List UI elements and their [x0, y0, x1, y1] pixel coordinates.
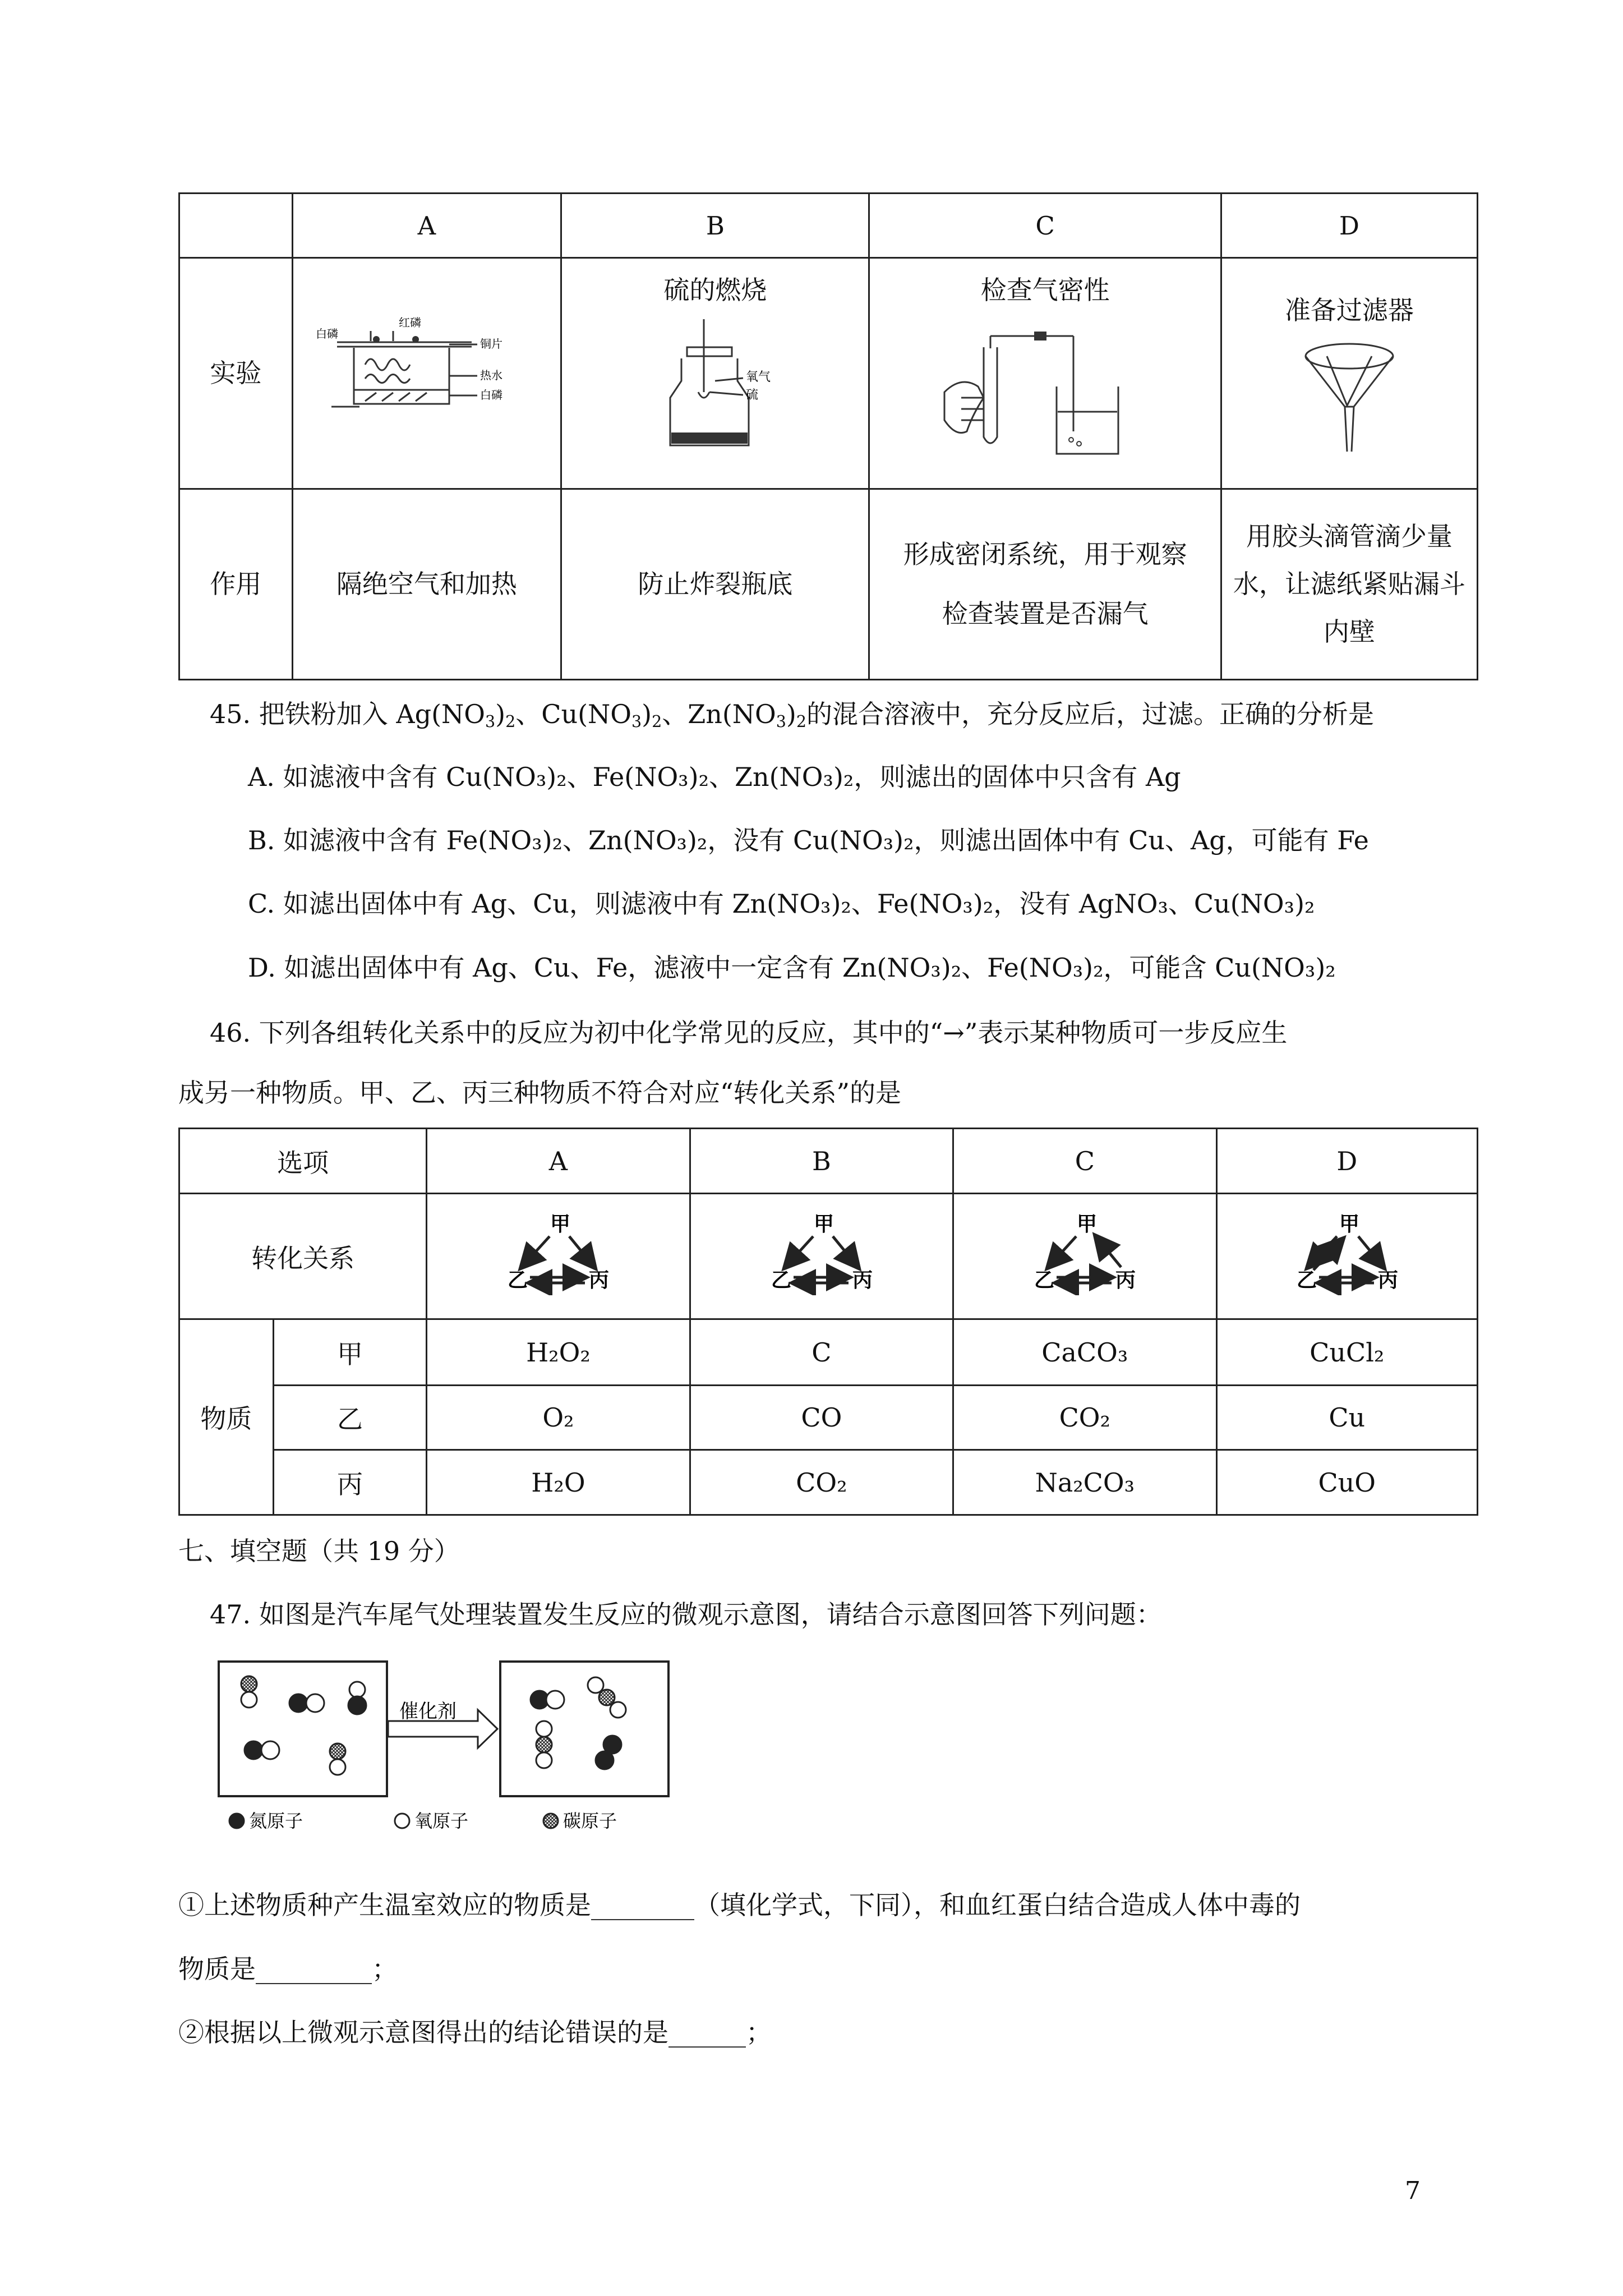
q45-stem-a: 把铁粉加入 Ag(NO: [259, 699, 485, 729]
q45-option-a: A. 如滤液中含有 Cu(NO₃)₂、Fe(NO₃)₂、Zn(NO₃)₂，则滤出的固体中只含有 Ag: [248, 762, 1181, 792]
catalyst-label: 催化剂: [399, 1700, 457, 1723]
experiment-table: [178, 192, 1478, 680]
legend-oxygen: 氧原子: [414, 1810, 469, 1832]
q45-option-c: C. 如滤出固体中有 Ag、Cu，则滤液中有 Zn(NO₃)₂、Fe(NO₃)₂，没有 AgNO₃、Cu(NO₃)₂: [248, 889, 1315, 919]
phosphorus-combustion-diagram: [315, 309, 539, 432]
row-label-bing: 丙: [273, 1450, 426, 1515]
caption-prepare-filter: 准备过滤器: [1284, 295, 1414, 325]
node-yi: 乙: [771, 1268, 791, 1292]
q47-stem: 47. 如图是汽车尾气处理装置发生反应的微观示意图，请结合示意图回答下列问题：: [210, 1599, 1162, 1630]
header-b: B: [561, 194, 869, 258]
q45-stem: 45. 把铁粉加入 $Ag(NO_3)_2$、$Cu(NO_3)_2$、$Zn(NO_3)_2$的混合溶液中，充分反应后，过滤。正确的分析是: [210, 699, 1375, 731]
q47-sub1-line1: ①上述物质种产生温室效应的物质是________（填化学式，下同），和血红蛋白结合造成人体中毒的: [178, 1890, 1301, 1920]
relation-diagram-c: [1023, 1211, 1146, 1295]
header-option-d: D: [1216, 1129, 1477, 1194]
row-label-substance: 物质: [179, 1319, 274, 1515]
node-jia: 甲: [550, 1212, 571, 1236]
caption-sulfur-combustion: 硫的燃烧: [663, 275, 767, 305]
experiment-a-cell: [292, 258, 561, 489]
cell-jia-c: CaCO₃: [953, 1319, 1216, 1386]
q45-number: 45.: [210, 699, 251, 729]
header-option-c: C: [953, 1129, 1216, 1194]
row-label-jia: 甲: [273, 1319, 426, 1386]
relation-d: [1216, 1194, 1477, 1319]
experiment-d-cell: [1221, 258, 1477, 489]
experiment-b-cell: [561, 258, 869, 489]
node-yi: 乙: [1034, 1268, 1055, 1292]
row-label-yi: 乙: [273, 1386, 426, 1450]
section-7-title: 七、填空题（共 19 分）: [178, 1536, 460, 1566]
q45-stem-c: 、Zn(NO: [662, 699, 776, 729]
header-a: A: [292, 194, 561, 258]
cell-yi-b: CO: [690, 1386, 953, 1450]
conversion-table: [178, 1128, 1478, 1516]
q47-sub2: ②根据以上微观示意图得出的结论错误的是______；: [178, 2017, 772, 2047]
node-bing: 丙: [1377, 1268, 1398, 1292]
label-copper-sheet: 铜片: [479, 337, 502, 351]
header-option-a: A: [427, 1129, 690, 1194]
node-jia: 甲: [813, 1212, 834, 1236]
relation-diagram-a: [496, 1211, 620, 1295]
funnel-diagram: [1293, 334, 1405, 457]
q45-option-d: D. 如滤出固体中有 Ag、Cu、Fe，滤液中一定含有 Zn(NO₃)₂、Fe(NO₃)₂，可能含 Cu(NO₃)₂: [248, 953, 1336, 983]
cell-yi-a: O₂: [427, 1386, 690, 1450]
legend-nitrogen: 氮原子: [249, 1810, 303, 1832]
node-yi: 乙: [508, 1268, 528, 1292]
caption-check-airtightness: 检查气密性: [980, 275, 1110, 305]
page-number: 7: [1405, 2177, 1421, 2205]
node-bing: 丙: [852, 1268, 873, 1292]
label-red-phosphorus: 红磷: [398, 316, 421, 329]
purpose-b: 防止炸裂瓶底: [561, 489, 869, 680]
relation-diagram-d: [1285, 1211, 1409, 1295]
node-jia: 甲: [1077, 1212, 1098, 1236]
label-hot-water: 热水: [479, 369, 502, 382]
q47-sub1-line2: 物质是_________；: [178, 1954, 398, 1984]
cell-jia-b: C: [690, 1319, 953, 1386]
legend-carbon: 碳原子: [563, 1810, 617, 1832]
q45-option-b: B. 如滤液中含有 Fe(NO₃)₂、Zn(NO₃)₂，没有 Cu(NO₃)₂，则滤出固体中有 Cu、Ag，可能有 Fe: [248, 825, 1369, 855]
label-oxygen: 氧气: [746, 370, 771, 385]
cell-yi-c: CO₂: [953, 1386, 1216, 1450]
purpose-c: 形成密闭系统，用于观察检查装置是否漏气: [869, 489, 1221, 680]
label-white-phosphorus-top: 白磷: [315, 327, 338, 341]
airtightness-diagram: [928, 314, 1163, 459]
node-bing: 丙: [589, 1268, 610, 1292]
header-d: D: [1221, 194, 1477, 258]
row-label-experiment: 实验: [179, 258, 293, 489]
node-bing: 丙: [1115, 1268, 1136, 1292]
q46-stem-line2: 成另一种物质。甲、乙、丙三种物质不符合对应“转化关系”的是: [178, 1078, 902, 1108]
header-option: 选项: [179, 1129, 427, 1194]
molecule-reaction-diagram: [214, 1655, 685, 1834]
cell-bing-d: CuO: [1216, 1450, 1477, 1515]
relation-a: [427, 1194, 690, 1319]
q45-stem-b: 、Cu(NO: [515, 699, 631, 729]
q45-stem-d: 的混合溶液中，充分反应后，过滤。正确的分析是: [806, 699, 1375, 729]
node-yi: 乙: [1296, 1268, 1317, 1292]
relation-b: [690, 1194, 953, 1319]
sulfur-combustion-diagram: [631, 314, 799, 454]
q46-stem-line1: 46. 下列各组转化关系中的反应为初中化学常见的反应，其中的“→”表示某种物质可一步反应生: [210, 1018, 1288, 1048]
node-jia: 甲: [1339, 1212, 1359, 1236]
cell-yi-d: Cu: [1216, 1386, 1477, 1450]
row-label-relation: 转化关系: [179, 1194, 427, 1319]
cell-jia-d: CuCl₂: [1216, 1319, 1477, 1386]
purpose-d: 用胶头滴管滴少量水，让滤纸紧贴漏斗内壁: [1221, 489, 1477, 680]
label-sulfur: 硫: [746, 388, 759, 403]
cell-bing-a: H₂O: [427, 1450, 690, 1515]
cell-bing-c: Na₂CO₃: [953, 1450, 1216, 1515]
header-c: C: [869, 194, 1221, 258]
purpose-a: 隔绝空气和加热: [292, 489, 561, 680]
label-white-phosphorus-bottom: 白磷: [479, 388, 502, 402]
relation-c: [953, 1194, 1216, 1319]
cell-jia-a: H₂O₂: [427, 1319, 690, 1386]
cell-bing-b: CO₂: [690, 1450, 953, 1515]
experiment-c-cell: [869, 258, 1221, 489]
header-empty-cell: [179, 194, 293, 258]
row-label-purpose: 作用: [179, 489, 293, 680]
relation-diagram-b: [760, 1211, 883, 1295]
header-option-b: B: [690, 1129, 953, 1194]
